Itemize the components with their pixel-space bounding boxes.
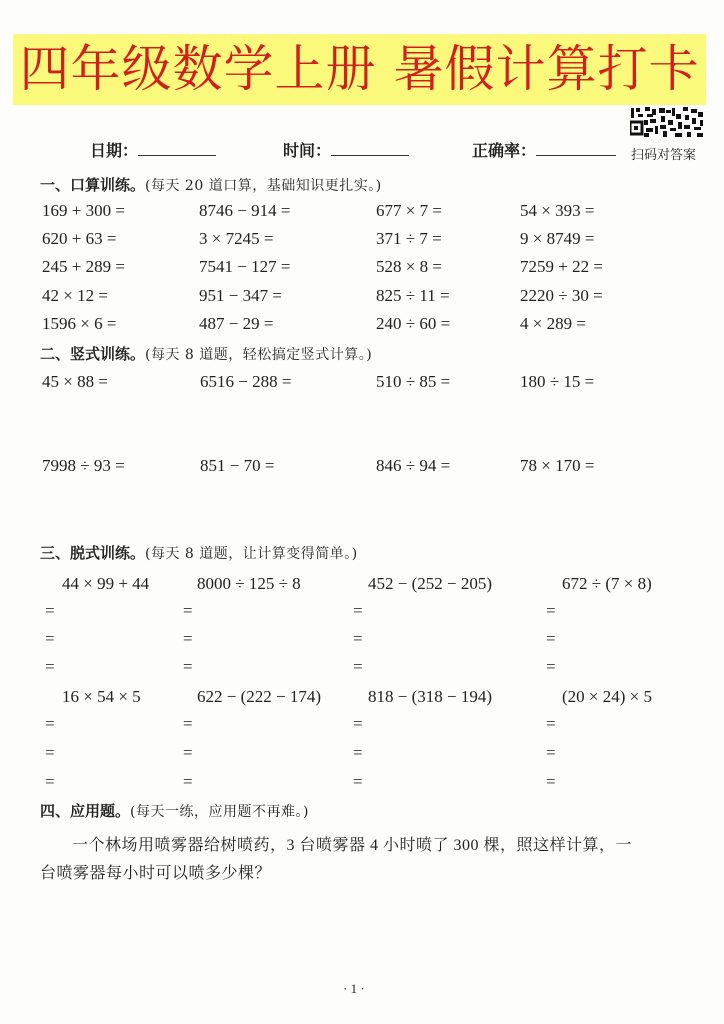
stepwise-problem: 44 × 99 + 44 — [62, 574, 150, 593]
vertical-problem: 180 ÷ 15 = — [520, 372, 595, 391]
section2-title: 二、竖式训练。 — [40, 345, 146, 363]
stepwise-problem: 818 − (318 − 194) — [368, 687, 492, 706]
page-number: · 1 · — [343, 981, 365, 996]
equals-sign: = — [353, 657, 363, 676]
section1-note: (每天 20 道口算，基础知识更扎实。) — [145, 178, 382, 194]
oral-problem: 9 × 8749 = — [520, 229, 595, 248]
accuracy-field — [472, 138, 616, 161]
equals-sign: = — [45, 601, 55, 620]
oral-problem: 825 ÷ 11 = — [376, 286, 450, 305]
equals-sign: = — [45, 714, 55, 733]
stepwise-problem: 452 − (252 − 205) — [368, 574, 492, 593]
accuracy-label: 正确率： — [472, 141, 537, 160]
oral-problem: 1596 × 6 = — [42, 314, 117, 333]
equals-sign: = — [546, 772, 556, 791]
time-field — [283, 138, 409, 161]
equals-sign: = — [546, 601, 556, 620]
vertical-problem: 78 × 170 = — [520, 456, 595, 475]
date-field — [90, 138, 216, 161]
section1-title: 一、口算训练。 — [40, 176, 146, 194]
section3-note: (每天 8 道题，让计算变得简单。) — [145, 546, 358, 562]
equals-sign: = — [45, 657, 55, 676]
vertical-problem: 851 − 70 = — [200, 456, 275, 475]
oral-problem: 240 ÷ 60 = — [376, 314, 451, 333]
vertical-problem: 45 × 88 = — [42, 372, 108, 391]
vertical-problem: 846 ÷ 94 = — [376, 456, 451, 475]
stepwise-problem: 672 ÷ (7 × 8) — [562, 574, 652, 593]
oral-problem: 8746 − 914 = — [199, 201, 291, 220]
equals-sign: = — [183, 743, 193, 762]
equals-sign: = — [45, 772, 55, 791]
equals-sign: = — [45, 629, 55, 648]
time-blank[interactable] — [331, 154, 409, 156]
qr-caption: 扫码对答案 — [631, 148, 697, 163]
oral-problem: 4 × 289 = — [520, 314, 586, 333]
oral-problem: 487 − 29 = — [199, 314, 274, 333]
accuracy-blank[interactable] — [536, 154, 616, 156]
equals-sign: = — [353, 743, 363, 762]
equals-sign: = — [183, 629, 193, 648]
stepwise-problem: 8000 ÷ 125 ÷ 8 — [197, 574, 301, 593]
oral-problem: 528 × 8 = — [376, 257, 442, 276]
date-label: 日期： — [90, 141, 139, 160]
oral-problem: 677 × 7 = — [376, 201, 442, 220]
oral-problem: 169 + 300 = — [42, 201, 125, 220]
oral-problem: 245 + 289 = — [42, 257, 125, 276]
oral-problem: 54 × 393 = — [520, 201, 595, 220]
equals-sign: = — [183, 772, 193, 791]
word-problem-line-2: 台喷雾器每小时可以喷多少棵？ — [40, 865, 272, 882]
date-blank[interactable] — [138, 154, 216, 156]
equals-sign: = — [546, 657, 556, 676]
oral-problem: 620 + 63 = — [42, 229, 117, 248]
vertical-problem: 6516 − 288 = — [200, 372, 292, 391]
equals-sign: = — [183, 657, 193, 676]
equals-sign: = — [353, 629, 363, 648]
section3-heading — [40, 542, 358, 563]
equals-sign: = — [45, 743, 55, 762]
equals-sign: = — [546, 743, 556, 762]
stepwise-problem: 622 − (222 − 174) — [197, 687, 321, 706]
equals-sign: = — [183, 714, 193, 733]
page-title: 四年级数学上册 暑假计算打卡 — [19, 40, 700, 98]
oral-problem: 3 × 7245 = — [199, 229, 274, 248]
section4-note: (每天一练，应用题不再难。) — [130, 804, 309, 820]
vertical-problem: 7998 ÷ 93 = — [42, 456, 125, 475]
oral-problem: 7541 − 127 = — [199, 257, 291, 276]
oral-problem: 951 − 347 = — [199, 286, 282, 305]
qr-code-icon — [630, 106, 704, 138]
stepwise-problem: 16 × 54 × 5 — [62, 687, 141, 706]
equals-sign: = — [546, 714, 556, 733]
section2-note: (每天 8 道题，轻松搞定竖式计算。) — [145, 347, 373, 363]
section2-heading — [40, 343, 372, 364]
vertical-problem: 510 ÷ 85 = — [376, 372, 451, 391]
stepwise-problem: (20 × 24) × 5 — [562, 687, 652, 706]
time-label: 时间： — [283, 141, 332, 160]
equals-sign: = — [183, 601, 193, 620]
section4-title: 四、应用题。 — [40, 802, 131, 820]
equals-sign: = — [546, 629, 556, 648]
section1-heading — [40, 174, 382, 195]
equals-sign: = — [353, 714, 363, 733]
oral-problem: 371 ÷ 7 = — [376, 229, 442, 248]
title-banner — [13, 34, 706, 105]
section4-heading — [40, 800, 309, 821]
oral-problem: 2220 ÷ 30 = — [520, 286, 603, 305]
equals-sign: = — [353, 601, 363, 620]
oral-problem: 7259 + 22 = — [520, 257, 603, 276]
word-problem-line-1: 一个林场用喷雾器给树喷药，3 台喷雾器 4 小时喷了 300 棵，照这样计算，一 — [72, 837, 633, 854]
oral-problem: 42 × 12 = — [42, 286, 108, 305]
equals-sign: = — [353, 772, 363, 791]
section3-title: 三、脱式训练。 — [40, 544, 146, 562]
